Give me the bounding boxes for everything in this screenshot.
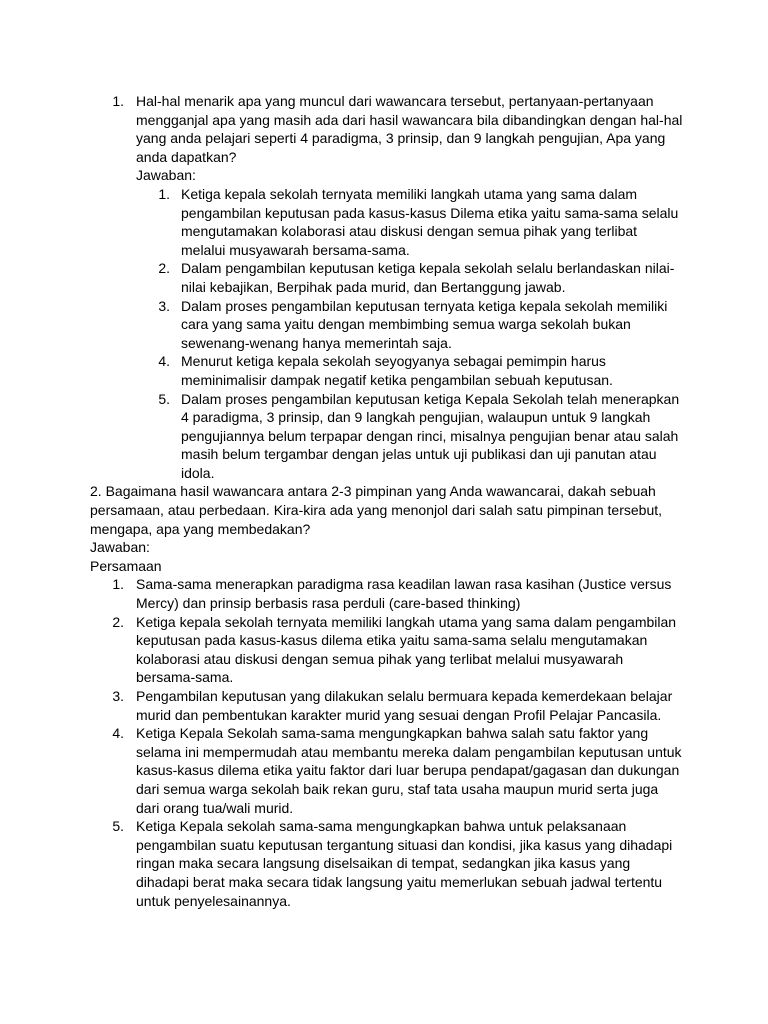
list-item <box>0 817 768 910</box>
answer-item <box>0 185 768 259</box>
answer-item-number: 5. <box>158 390 170 407</box>
list-item <box>0 575 768 612</box>
list-item <box>0 687 768 724</box>
answer-item-text: Dalam proses pengambilan keputusan ketiga Kepala Sekolah telah menerapkan 4 paradigma, 3 prinsip, dan 9 langkah pengujian, walaupun untuk 9 langkah pengujiannya belum terpapar dengan rinci, misalnya pengujian benar atau salah masih belum tergambar dengan jelas untuk uji publikasi dan uji panutan atau idola. <box>181 390 680 481</box>
answer-item-text: Ketiga kepala sekolah ternyata memiliki langkah utama yang sama dalam pengambilan keputusan pada kasus-kasus Dilema etika yaitu sama-sama selalu mengutamakan kolaborasi atau diskusi dengan semua pihak yang terlibat melalui musyawarah bersama-sama. <box>181 185 679 258</box>
answer-item <box>0 390 768 483</box>
answer-item-number: 1. <box>158 185 170 202</box>
answer-item-text: Dalam proses pengambilan keputusan ternyata ketiga kepala sekolah memiliki cara yang sama yaitu dengan membimbing semua warga sekolah bukan sewenang-wenang hanya memerintah saja. <box>181 297 668 351</box>
section-label-persamaan: Persamaan <box>90 557 162 574</box>
document-page <box>0 92 768 910</box>
question-2-text: 2. Bagaimana hasil wawancara antara 2-3 pimpinan yang Anda wawancarai, dakah sebuah persamaan, atau perbedaan. Kira-kira ada yang menonjol dari salah satu pimpinan tersebut, mengapa, apa yang membedakan? <box>90 483 663 537</box>
list-item-number: 5. <box>112 818 124 835</box>
question-1-number: 1. <box>112 93 124 109</box>
list-item-text: Ketiga kepala sekolah ternyata memiliki langkah utama yang sama dalam pengambilan keputusan pada kasus-kasus dilema etika yaitu sama-sama selalu mengutamakan kolaborasi atau diskusi dengan semua pihak yang terlibat melalui musyawarah bersama-sama. <box>136 613 677 686</box>
answer-item <box>0 352 768 389</box>
list-item-text: Ketiga Kepala Sekolah sama-sama mengungkapkan bahwa salah satu faktor yang selama ini mempermudah atau membantu mereka dalam pengambilan keputusan untuk kasus-kasus dilema etika yaitu faktor dari luar berupa pendapat/gagasan dan dukungan dari semua warga sekolah baik rekan guru, staf tata usaha maupun murid serta juga dari orang tua/wali murid. <box>136 725 682 816</box>
answer-item-number: 2. <box>158 260 170 277</box>
answer-item-text: Dalam pengambilan keputusan ketiga kepala sekolah selalu berlandaskan nilai-nilai kebajikan, Berpihak pada murid, dan Bertanggung jawab. <box>181 260 675 295</box>
question-1-answer-label: Jawaban: <box>136 167 196 184</box>
list-item-number: 3. <box>112 688 124 704</box>
list-item-number: 4. <box>112 725 124 742</box>
list-item <box>0 613 768 687</box>
question-1 <box>0 92 768 166</box>
list-item-number: 1. <box>112 576 124 593</box>
answer-item-text: Menurut ketiga kepala sekolah seyogyanya sebagai pemimpin harus meminimalisir dampak negatif ketika pengambilan sebuah keputusan. <box>181 353 613 388</box>
answer-item <box>0 297 768 353</box>
list-item-text: Pengambilan keputusan yang dilakukan selalu bermuara kepada kemerdekaan belajar murid dan pembentukan karakter murid yang sesuai dengan Profil Pelajar Pancasila. <box>136 688 673 723</box>
question-1-text: Hal-hal menarik apa yang muncul dari wawancara tersebut, pertanyaan-pertanyaan mengganjal apa yang masih ada dari hasil wawancara bila dibandingkan dengan hal-hal yang anda pelajari seperti 4 paradigma, 3 prinsip, dan 9 langkah pengujian, Apa yang anda dapatkan? <box>136 93 683 165</box>
answer-item-number: 4. <box>158 353 170 370</box>
list-item-text: Ketiga Kepala sekolah sama-sama mengungkapkan bahwa untuk pelaksanaan pengambilan suatu keputusan tergantung situasi dan kondisi, jika kasus yang dihadapi ringan maka secara langsung diselsaikan di tempat, sedangkan jika kasus yang dihadapi berat maka secara tidak langsung yaitu memerlukan sebuah jadwal tertentu untuk penyelesainannya. <box>136 818 673 909</box>
list-item-number: 2. <box>112 613 124 630</box>
answer-item-number: 3. <box>158 297 170 314</box>
answer-item <box>0 259 768 296</box>
question-2-answer-label: Jawaban: <box>90 539 150 556</box>
list-item-text: Sama-sama menerapkan paradigma rasa keadilan lawan rasa kasihan (Justice versus Mercy) dan prinsip berbasis rasa perduli (care-based thinking) <box>136 576 672 612</box>
list-item <box>0 724 768 817</box>
